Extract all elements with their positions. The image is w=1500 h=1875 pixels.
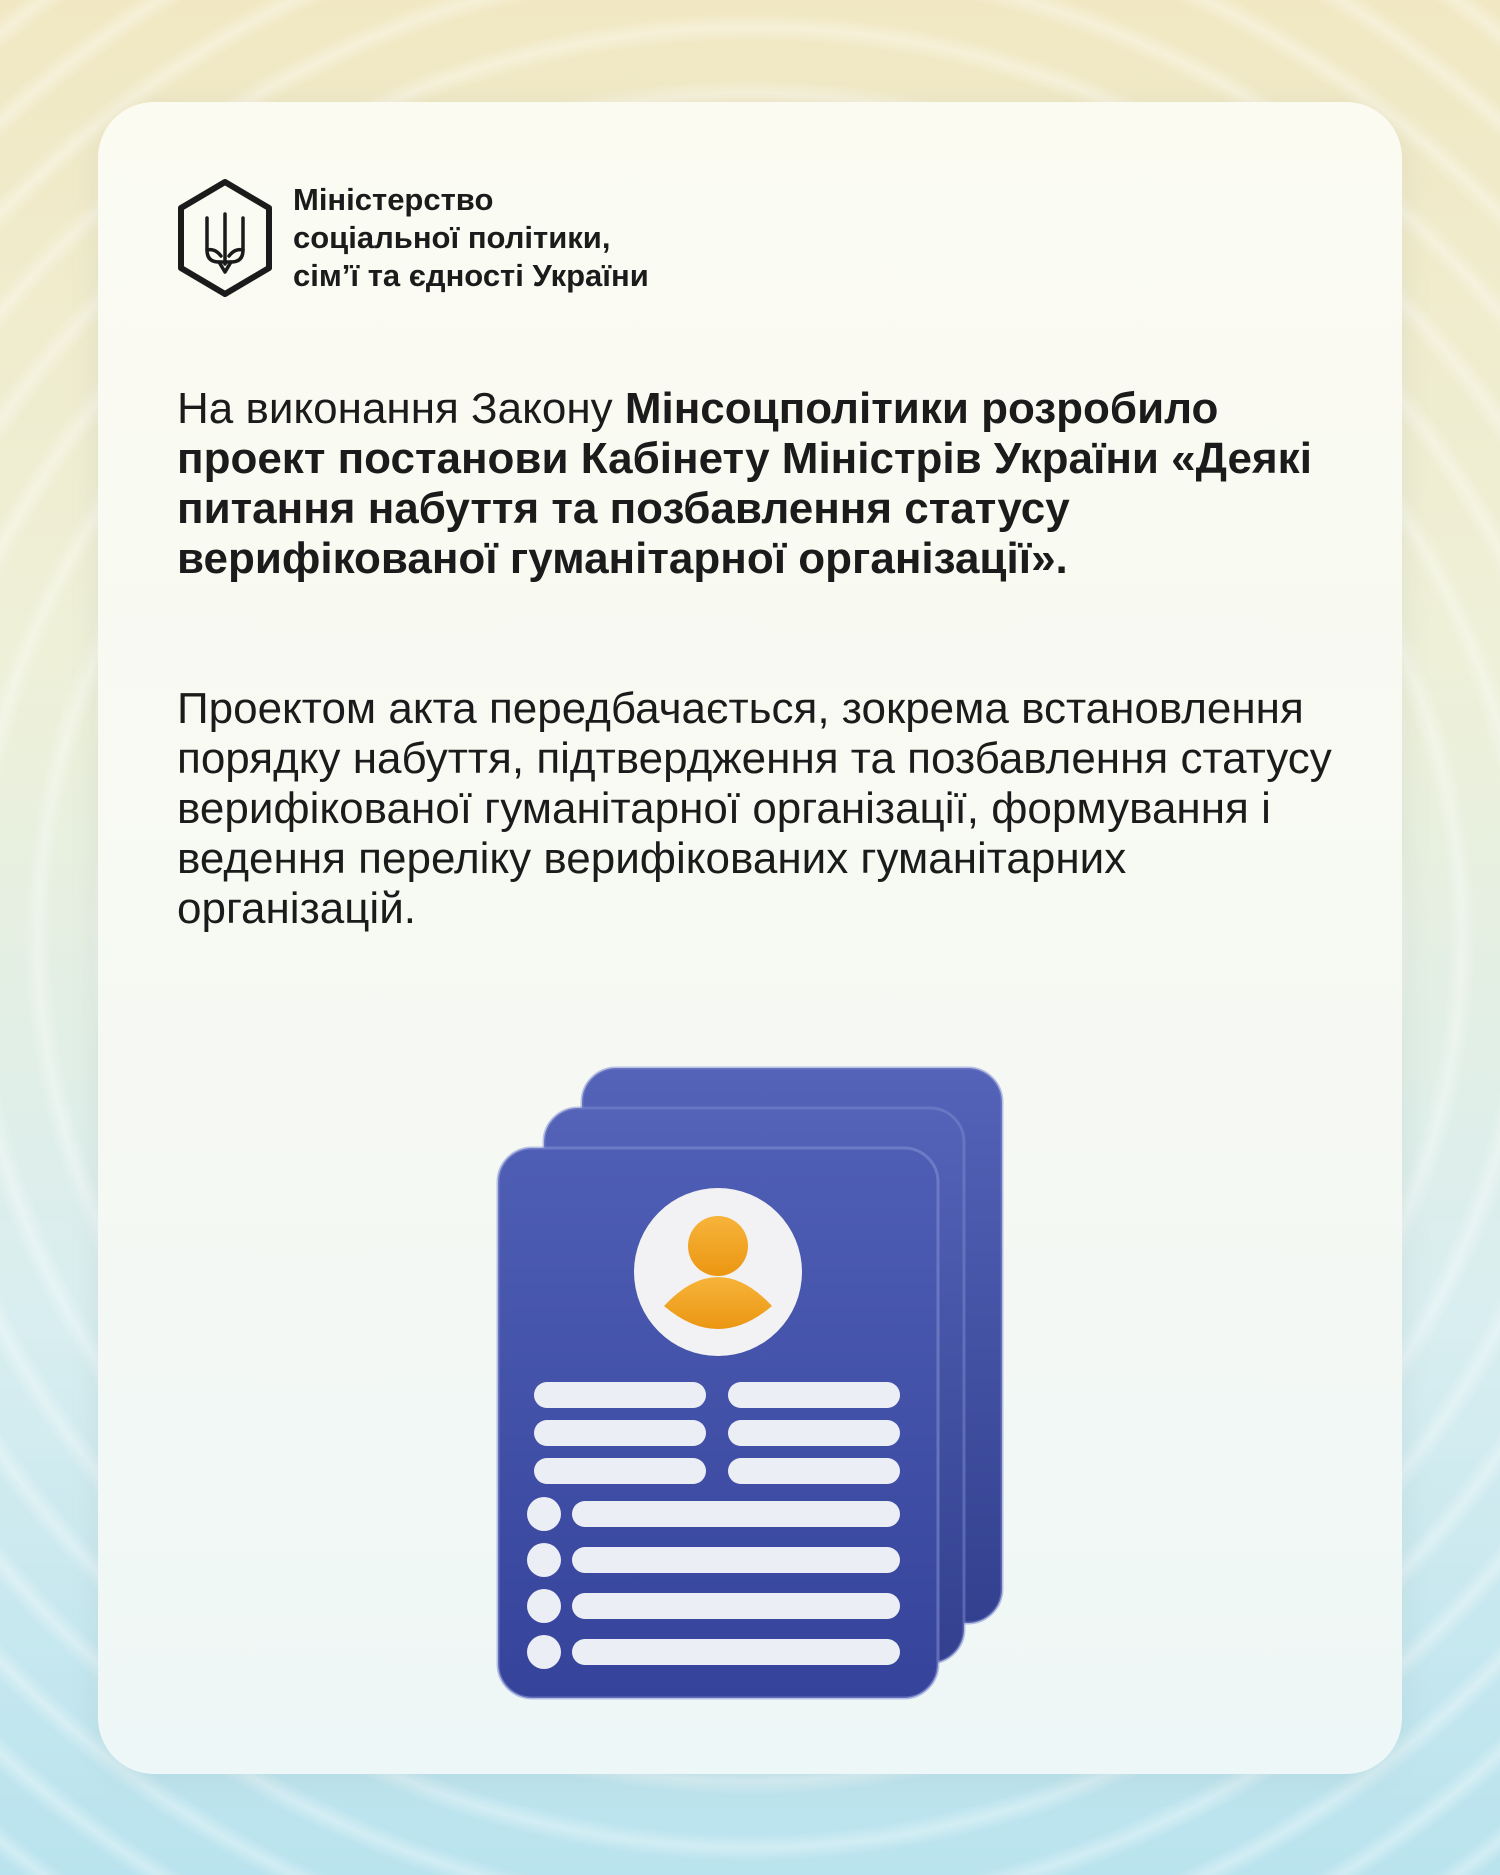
announcement-paragraph — [177, 384, 1337, 584]
trident-hexagon-icon — [177, 178, 273, 298]
ministry-name-line1: Міністерство — [293, 182, 494, 217]
ministry-name-line3: сім’ї та єдності України — [293, 258, 649, 293]
ministry-name — [293, 181, 753, 295]
details-paragraph: Проектом акта передбачається, зокрема встановлення порядку набуття, підтвердження та позбавлення статусу верифікованої гуманітарної організації, формування і ведення переліку верифікованих гуманітарних організацій. — [177, 684, 1332, 933]
ministry-name-line2: соціальної політики, — [293, 220, 611, 255]
announcement-intro: На виконання Закону — [177, 384, 625, 433]
announcement-bold-text: Мінсоцполітики розробило проект постанови Кабінету Міністрів України «Деякі питання набуття та позбавлення статусу верифікованої гуманітарної організації». — [177, 384, 1312, 583]
document-stack-profile-icon — [490, 1060, 1010, 1710]
